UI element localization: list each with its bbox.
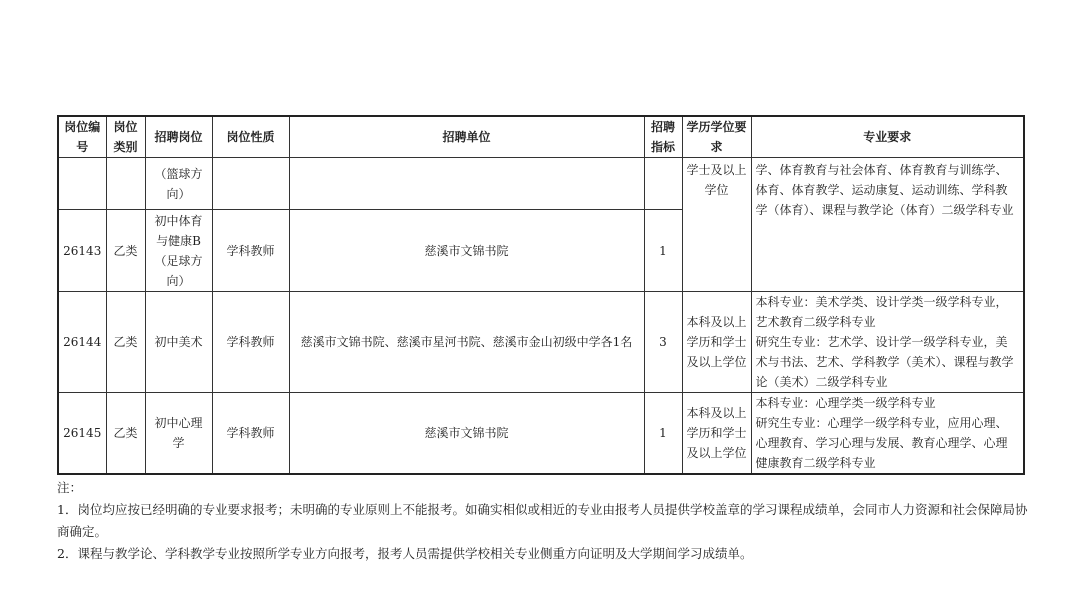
cell-edu-merged: 学士及以上学位 [682,158,751,292]
cell-post-type: 乙类 [106,292,145,393]
cell-edu: 本科及以上学历和学士及以上学位 [682,393,751,475]
cell-post-name: （篮球方向） [145,158,212,210]
notes-title: 注： [57,480,83,495]
table-header-row [58,116,1024,158]
header-unit: 招聘单位 [289,116,644,158]
header-nature: 岗位性质 [212,116,289,158]
cell-unit: 慈溪市文锦书院 [289,210,644,292]
cell-unit: 慈溪市文锦书院、慈溪市星河书院、慈溪市金山初级中学各1名 [289,292,644,393]
table-row [58,158,1024,210]
recruitment-table [57,115,1025,475]
table-row [58,393,1024,475]
header-post-name: 招聘岗位 [145,116,212,158]
cell-quota: 1 [644,210,682,292]
cell-nature [212,158,289,210]
cell-quota: 1 [644,393,682,475]
cell-post-type: 乙类 [106,210,145,292]
note-1: 1．岗位均应按已经明确的专业要求报考；未明确的专业原则上不能报考。如确实相似或相近的专业由报考人员提供学校盖章的学习课程成绩单，会同市人力资源和社会保障局协商确定。 [57,502,1028,539]
cell-post-no: 26145 [58,393,106,475]
cell-quota: 3 [644,292,682,393]
header-quota: 招聘指标 [644,116,682,158]
cell-unit [289,158,644,210]
header-major: 专业要求 [751,116,1024,158]
cell-post-no [58,158,106,210]
header-edu: 学历学位要求 [682,116,751,158]
cell-post-type [106,158,145,210]
cell-post-no: 26143 [58,210,106,292]
cell-nature: 学科教师 [212,393,289,475]
cell-post-name: 初中心理学 [145,393,212,475]
cell-nature: 学科教师 [212,292,289,393]
cell-edu: 本科及以上学历和学士及以上学位 [682,292,751,393]
cell-quota [644,158,682,210]
cell-major: 本科专业：心理学类一级学科专业 研究生专业：心理学一级学科专业，应用心理、心理教育、学习心理与发展、教育心理学、心理健康教育二级学科专业 [751,393,1024,475]
cell-post-type: 乙类 [106,393,145,475]
cell-post-name: 初中体育与健康B（足球方向） [145,210,212,292]
cell-post-no: 26144 [58,292,106,393]
recruitment-document [57,115,1028,565]
cell-post-name: 初中美术 [145,292,212,393]
notes-section [57,477,1032,565]
note-2: 2．课程与教学论、学科教学专业按照所学专业方向报考，报考人员需提供学校相关专业侧重方向证明及大学期间学习成绩单。 [57,546,753,561]
header-post-no: 岗位编号 [58,116,106,158]
cell-major: 本科专业：美术学类、设计学类一级学科专业，艺术教育二级学科专业 研究生专业：艺术学、设计学一级学科专业，美术与书法、艺术、学科教学（美术）、课程与教学论（美术）二级学科专业 [751,292,1024,393]
table-row [58,292,1024,393]
cell-major-merged: 学、体育教育与社会体育、体育教育与训练学、体育、体育教学、运动康复、运动训练、学科教学（体育）、课程与教学论（体育）二级学科专业 [751,158,1024,292]
header-post-type: 岗位类别 [106,116,145,158]
cell-unit: 慈溪市文锦书院 [289,393,644,475]
cell-nature: 学科教师 [212,210,289,292]
